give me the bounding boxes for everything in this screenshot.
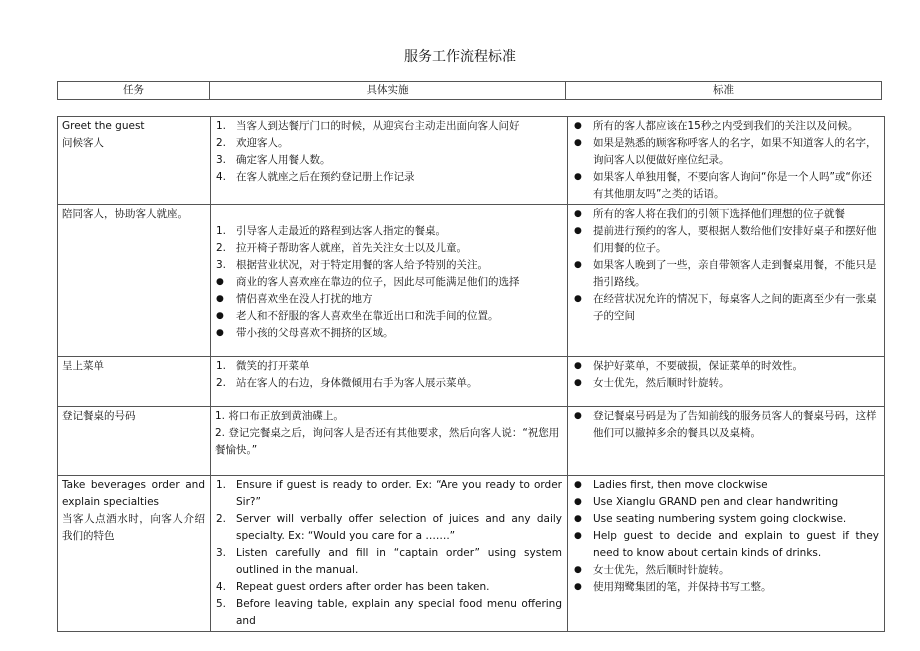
list-item: 1. 当客人到达餐厅门口的时候，从迎宾台主动走出面向客人问好 <box>216 120 520 132</box>
bullet-icon: ● <box>574 121 582 131</box>
list-item: ● Help guest to decide and explain to guest if they need to know about certain kinds of drinks. <box>574 530 879 559</box>
list-item: ● 如果是熟悉的顾客称呼客人的名字，如果不知道客人的名字，询问客人以便做好座位纪录。 <box>574 137 877 166</box>
list-item: 3. 根据营业状况，对于特定用餐的客人给予特别的关注。 <box>216 259 488 271</box>
bullet-icon: ● <box>574 531 582 541</box>
list-item: ● 所有的客人将在我们的引领下选择他们理想的位子就餐 <box>572 206 879 223</box>
list-item: ● Use Xianglu GRAND pen and clear handwriting <box>572 494 879 511</box>
list-item: ● 如果客人单独用餐，不要向客人询问“你是一个人吗”或“你还有其他朋友吗”之类的话语。 <box>574 171 872 200</box>
standard-cell <box>568 117 885 205</box>
bullet-icon: ● <box>574 411 582 421</box>
header-task: 任务 <box>58 82 210 100</box>
implementation-cell <box>211 117 568 205</box>
task-text: 登记餐桌的号码 <box>62 410 136 422</box>
list-item: 1. Ensure if guest is ready to order. Ex: “Are you ready to order Sir?” <box>216 479 562 508</box>
task-cell <box>58 476 211 632</box>
list-item: ● Use seating numbering system going clockwise. <box>572 511 879 528</box>
list-item: ● 使用翔鹭集团的笔，并保持书写工整。 <box>572 579 879 596</box>
implementation-text: 1. 将口布正放到黄油碟上。 <box>215 410 344 422</box>
table-row <box>58 357 885 407</box>
task-cell <box>58 357 211 407</box>
bullet-icon: ● <box>574 294 582 304</box>
table-row <box>58 407 885 476</box>
list-item: 5. Before leaving table, explain any special food menu offering and <box>216 598 562 627</box>
task-text: 呈上菜单 <box>62 360 104 372</box>
list-item: ● 情侣喜欢坐在没人打扰的地方 <box>216 293 373 305</box>
list-item: ● 提前进行预约的客人，要根据人数给他们安排好桌子和摆好他们用餐的位子。 <box>574 225 877 254</box>
header-table <box>57 81 882 100</box>
bullet-icon: ● <box>574 138 582 148</box>
implementation-cell <box>211 205 568 357</box>
list-item: ● 所有的客人都应该在15秒之内受到我们的关注以及问候。 <box>572 118 879 135</box>
task-cell <box>58 407 211 476</box>
list-item: 1. 微笑的打开菜单 <box>216 360 310 372</box>
bullet-icon: ● <box>574 209 582 219</box>
list-item: ● 带小孩的父母喜欢不拥挤的区域。 <box>216 327 394 339</box>
list-item: 3. 确定客人用餐人数。 <box>216 154 331 166</box>
task-cell <box>58 117 211 205</box>
implementation-cell <box>211 407 568 476</box>
list-item: ● 女士优先，然后顺时针旋转。 <box>572 562 879 579</box>
implementation-text: 2. 登记完餐桌之后，询问客人是否还有其他要求，然后向客人说：“祝您用餐愉快。” <box>215 427 560 456</box>
list-item: 2. 站在客人的右边，身体微倾用右手为客人展示菜单。 <box>216 377 478 389</box>
list-item: 3. Listen carefully and fill in “captain order” using system outlined in the manual. <box>216 547 562 576</box>
list-item: ● Ladies first, then move clockwise <box>572 477 879 494</box>
list-item: ● 保护好菜单，不要破损，保证菜单的时效性。 <box>572 358 879 375</box>
list-item: ● 如果客人晚到了一些，亲自带领客人走到餐桌用餐，不能只是指引路线。 <box>574 259 877 288</box>
list-item: ● 女士优先，然后顺时针旋转。 <box>572 375 879 392</box>
bullet-icon: ● <box>574 378 582 388</box>
list-item: 4. Repeat guest orders after order has been taken. <box>216 581 490 593</box>
table-row <box>58 117 885 205</box>
task-text: Greet the guest <box>62 120 145 132</box>
header-implementation: 具体实施 <box>210 82 566 100</box>
page-title: 服务工作流程标准 <box>404 49 516 65</box>
bullet-icon: ● <box>574 226 582 236</box>
list-item: 1. 引导客人走最近的路程到达客人指定的餐桌。 <box>216 225 446 237</box>
implementation-cell <box>211 476 568 632</box>
table-row <box>58 205 885 357</box>
bullet-icon: ● <box>574 480 582 490</box>
implementation-cell <box>211 357 568 407</box>
bullet-icon: ● <box>574 565 582 575</box>
list-item: ● 在经营状况允许的情况下，每桌客人之间的距离至少有一张桌子的空间 <box>574 293 877 322</box>
bullet-icon: ● <box>574 361 582 371</box>
standard-cell <box>568 205 885 357</box>
list-item: ● 商业的客人喜欢座在靠边的位子，因此尽可能满足他们的选择 <box>216 276 520 288</box>
list-item: 4. 在客人就座之后在预约登记册上作记录 <box>216 171 415 183</box>
list-item: ● 登记餐桌号码是为了告知前线的服务员客人的餐桌号码，这样他们可以撤掉多余的餐具以及桌椅。 <box>574 410 877 439</box>
standard-cell <box>568 476 885 632</box>
bullet-icon: ● <box>574 514 582 524</box>
procedure-table <box>57 116 885 632</box>
bullet-icon: ● <box>574 497 582 507</box>
bullet-icon: ● <box>574 582 582 592</box>
table-row <box>58 476 885 632</box>
task-cell <box>58 205 211 357</box>
task-text: 陪同客人，协助客人就座。 <box>62 208 188 220</box>
list-item: 2. Server will verbally offer selection of juices and any daily specialty. Ex: “Would you care for a …….” <box>216 513 562 542</box>
standard-cell <box>568 357 885 407</box>
list-item: ● 老人和不舒服的客人喜欢坐在靠近出口和洗手间的位置。 <box>216 310 499 322</box>
bullet-icon: ● <box>574 172 582 182</box>
task-text: 当客人点酒水时，向客人介绍我们的特色 <box>62 513 205 542</box>
standard-cell <box>568 407 885 476</box>
list-item: 2. 拉开椅子帮助客人就座，首先关注女士以及儿童。 <box>216 242 467 254</box>
list-item: 2. 欢迎客人。 <box>216 137 289 149</box>
task-text: 问候客人 <box>62 137 104 149</box>
header-standard: 标准 <box>566 82 882 100</box>
task-text: Take beverages order and explain specialties <box>62 479 205 508</box>
bullet-icon: ● <box>574 260 582 270</box>
